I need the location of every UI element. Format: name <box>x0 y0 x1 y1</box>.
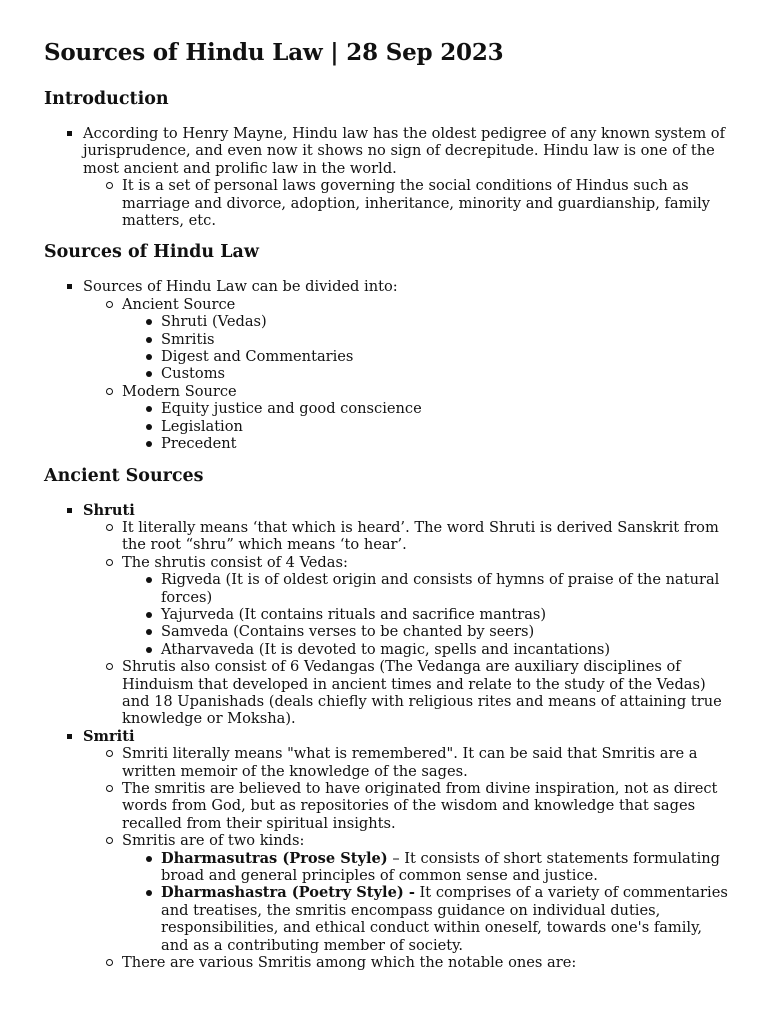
sources-heading: Sources of Hindu Law <box>44 242 259 263</box>
list-item <box>83 296 728 383</box>
list-item <box>44 502 728 728</box>
sub-list <box>83 519 728 728</box>
list-item: Samveda (Contains verses to be chanted by seers) <box>122 623 728 640</box>
sub-list <box>83 177 728 229</box>
list-item <box>44 728 728 972</box>
list-item-text: It is a set of personal laws governing the social conditions of Hindus such as marriage and divorce, adoption, inheritance, minority and guardianship, family matters, etc. <box>122 177 711 230</box>
ancient-source-list <box>122 313 728 383</box>
list-item: Yajurveda (It contains rituals and sacrifice mantras) <box>122 606 728 623</box>
list-item <box>44 278 728 452</box>
ancient-source-label: Ancient Source <box>122 295 236 313</box>
list-item: Shrutis also consist of 6 Vedangas (The Vedanga are auxiliary disciplines of Hinduism that developed in ancient times and relate to the study of the Vedas) and 18 Upanishads (deals chiefly with religious rites and means of attaining true knowledge or Moksha). <box>83 658 728 728</box>
list-item: Precedent <box>122 435 728 452</box>
list-item-text: Smritis are of two kinds: <box>122 832 305 850</box>
list-item <box>122 884 728 954</box>
list-item <box>44 125 728 229</box>
list-item: There are various Smritis among which the notable ones are: <box>83 954 728 971</box>
list-item: Shruti (Vedas) <box>122 313 728 330</box>
list-item <box>122 850 728 885</box>
shruti-label: Shruti <box>83 501 135 519</box>
list-item: Smritis <box>122 331 728 348</box>
list-item: It literally means ‘that which is heard’. The word Shruti is derived Sanskrit from the root “shru” which means ‘to hear’. <box>83 519 728 554</box>
list-item: Smriti literally means "what is remembered". It can be said that Smritis are a written memoir of the knowledge of the sages. <box>83 745 728 780</box>
list-item: Customs <box>122 365 728 382</box>
list-item <box>83 177 728 229</box>
list-item-text: – It consists of short statements formulating broad and general principles of common sense and justice. <box>161 849 720 885</box>
introduction-list <box>44 125 728 229</box>
sources-list <box>44 278 728 452</box>
list-item: The smritis are believed to have originated from divine inspiration, not as direct words from God, but as repositories of the wisdom and knowledge that sages recalled from their spiritual insights. <box>83 780 728 832</box>
list-item: Rigveda (It is of oldest origin and consists of hymns of praise of the natural forces) <box>122 571 728 606</box>
ancient-sources-list <box>44 502 728 972</box>
list-item-text: According to Henry Mayne, Hindu law has the oldest pedigree of any known system of jurisprudence, and even now it shows no sign of decrepitude. Hindu law is one of the most ancient and prolific law in the world. <box>83 125 725 177</box>
list-item: Legislation <box>122 418 728 435</box>
list-item-text: The shrutis consist of 4 Vedas: <box>122 553 348 571</box>
list-item-text: It comprises of a variety of commentaries and treatises, the smritis encompass guidance on individual duties, responsibilities, and ethical conduct within oneself, towards one's family, and as a contributing member of society. <box>161 884 728 954</box>
ancient-sources-heading: Ancient Sources <box>44 465 204 486</box>
dharmashastra-label: Dharmashastra (Poetry Style) - <box>161 884 415 902</box>
page-title: Sources of Hindu Law | 28 Sep 2023 <box>44 39 504 66</box>
modern-source-list <box>122 400 728 452</box>
smriti-kinds-list <box>122 850 728 954</box>
list-item: Atharvaveda (It is devoted to magic, spells and incantations) <box>122 641 728 658</box>
smriti-label: Smriti <box>83 727 135 745</box>
list-item-text: Sources of Hindu Law can be divided into: <box>83 278 398 296</box>
list-item <box>83 554 728 658</box>
list-item: Equity justice and good conscience <box>122 400 728 417</box>
sub-list <box>83 296 728 453</box>
vedas-list <box>122 571 728 658</box>
sub-list <box>83 745 728 971</box>
modern-source-label: Modern Source <box>122 382 237 400</box>
dharmasutras-label: Dharmasutras (Prose Style) <box>161 849 388 867</box>
list-item <box>83 832 728 954</box>
list-item <box>83 383 728 453</box>
list-item: Digest and Commentaries <box>122 348 728 365</box>
introduction-heading: Introduction <box>44 89 169 109</box>
